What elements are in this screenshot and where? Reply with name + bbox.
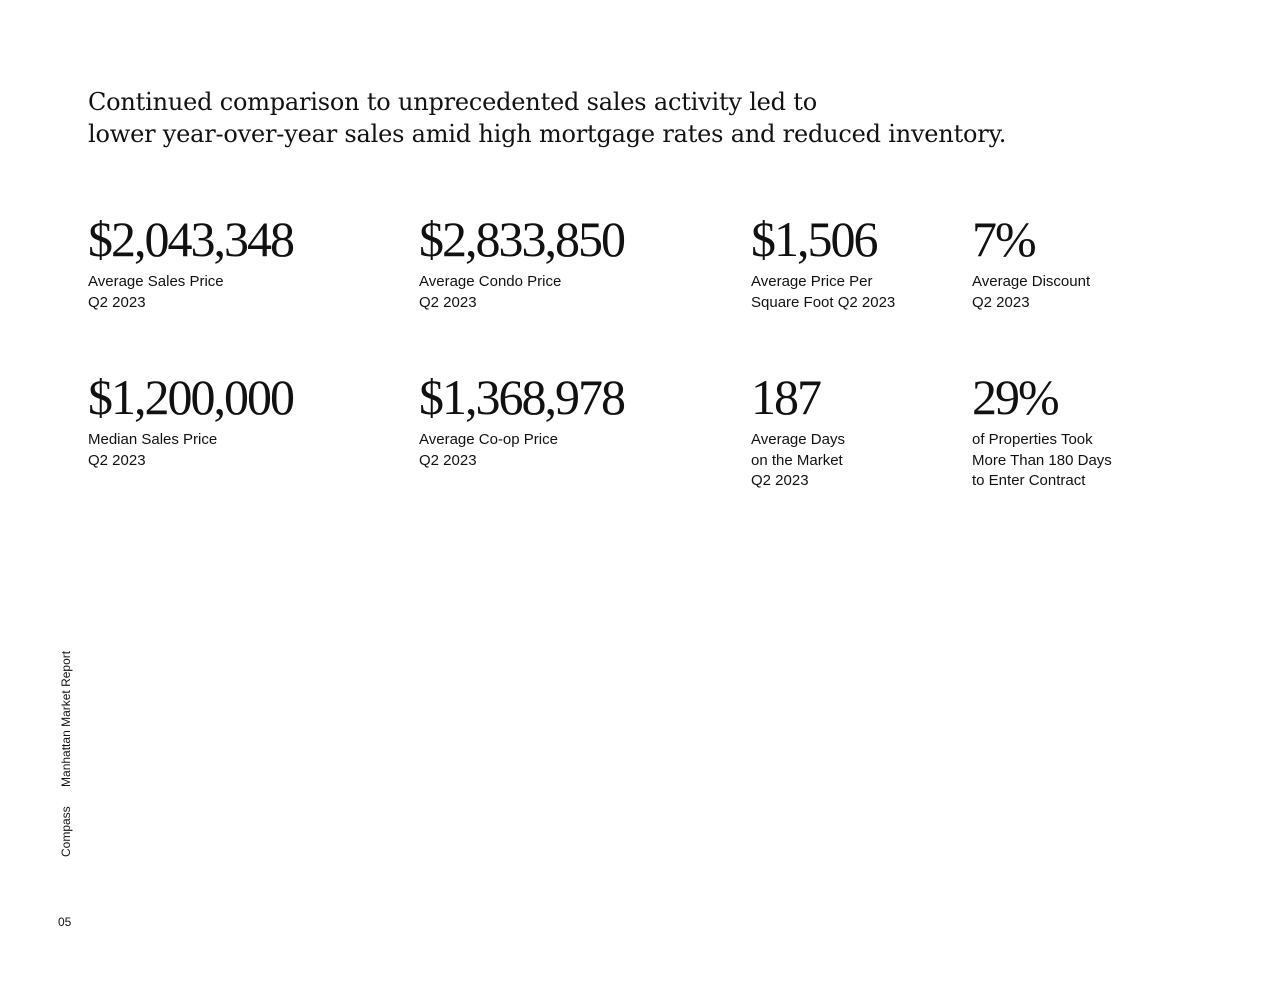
stat-properties-over-180-days	[972, 369, 1112, 492]
stat-value: $2,833,850	[419, 211, 624, 267]
stat-label: Average Condo Price Q2 2023	[419, 273, 562, 311]
report-title: Manhattan Market Report	[59, 650, 73, 787]
stat-label: Average Discount Q2 2023	[972, 273, 1091, 311]
company-name: Compass	[59, 806, 73, 857]
headline	[88, 86, 1088, 150]
headline-line-1: Continued comparison to unprecedented sales activity led to	[88, 88, 817, 116]
stat-label: Median Sales Price Q2 2023	[88, 431, 218, 469]
stat-value: 29%	[972, 369, 1058, 425]
stat-average-days-on-market	[751, 369, 845, 492]
stat-label: Average Price Per Square Foot Q2 2023	[751, 273, 896, 311]
headline-line-2: lower year-over-year sales amid high mortgage rates and reduced inventory.	[88, 120, 1007, 148]
stat-label: Average Days on the Market Q2 2023	[751, 431, 845, 489]
stat-value: $2,043,348	[88, 211, 293, 267]
stat-value: 7%	[972, 211, 1035, 267]
stat-average-price-per-square-foot	[751, 211, 896, 313]
stat-value: 187	[751, 369, 820, 425]
stat-label: of Properties Took More Than 180 Days to Enter Contract	[972, 431, 1112, 489]
report-side-label	[59, 651, 73, 857]
stat-median-sales-price	[88, 369, 293, 471]
stat-label: Average Co-op Price Q2 2023	[419, 431, 558, 469]
stat-average-condo-price	[419, 211, 624, 313]
stat-average-discount	[972, 211, 1091, 313]
page-number: 05	[58, 915, 72, 929]
stat-average-coop-price	[419, 369, 624, 471]
stat-value: $1,200,000	[88, 369, 293, 425]
stat-value: $1,368,978	[419, 369, 624, 425]
stat-value: $1,506	[751, 211, 877, 267]
stat-label: Average Sales Price Q2 2023	[88, 273, 224, 311]
stat-average-sales-price	[88, 211, 293, 313]
